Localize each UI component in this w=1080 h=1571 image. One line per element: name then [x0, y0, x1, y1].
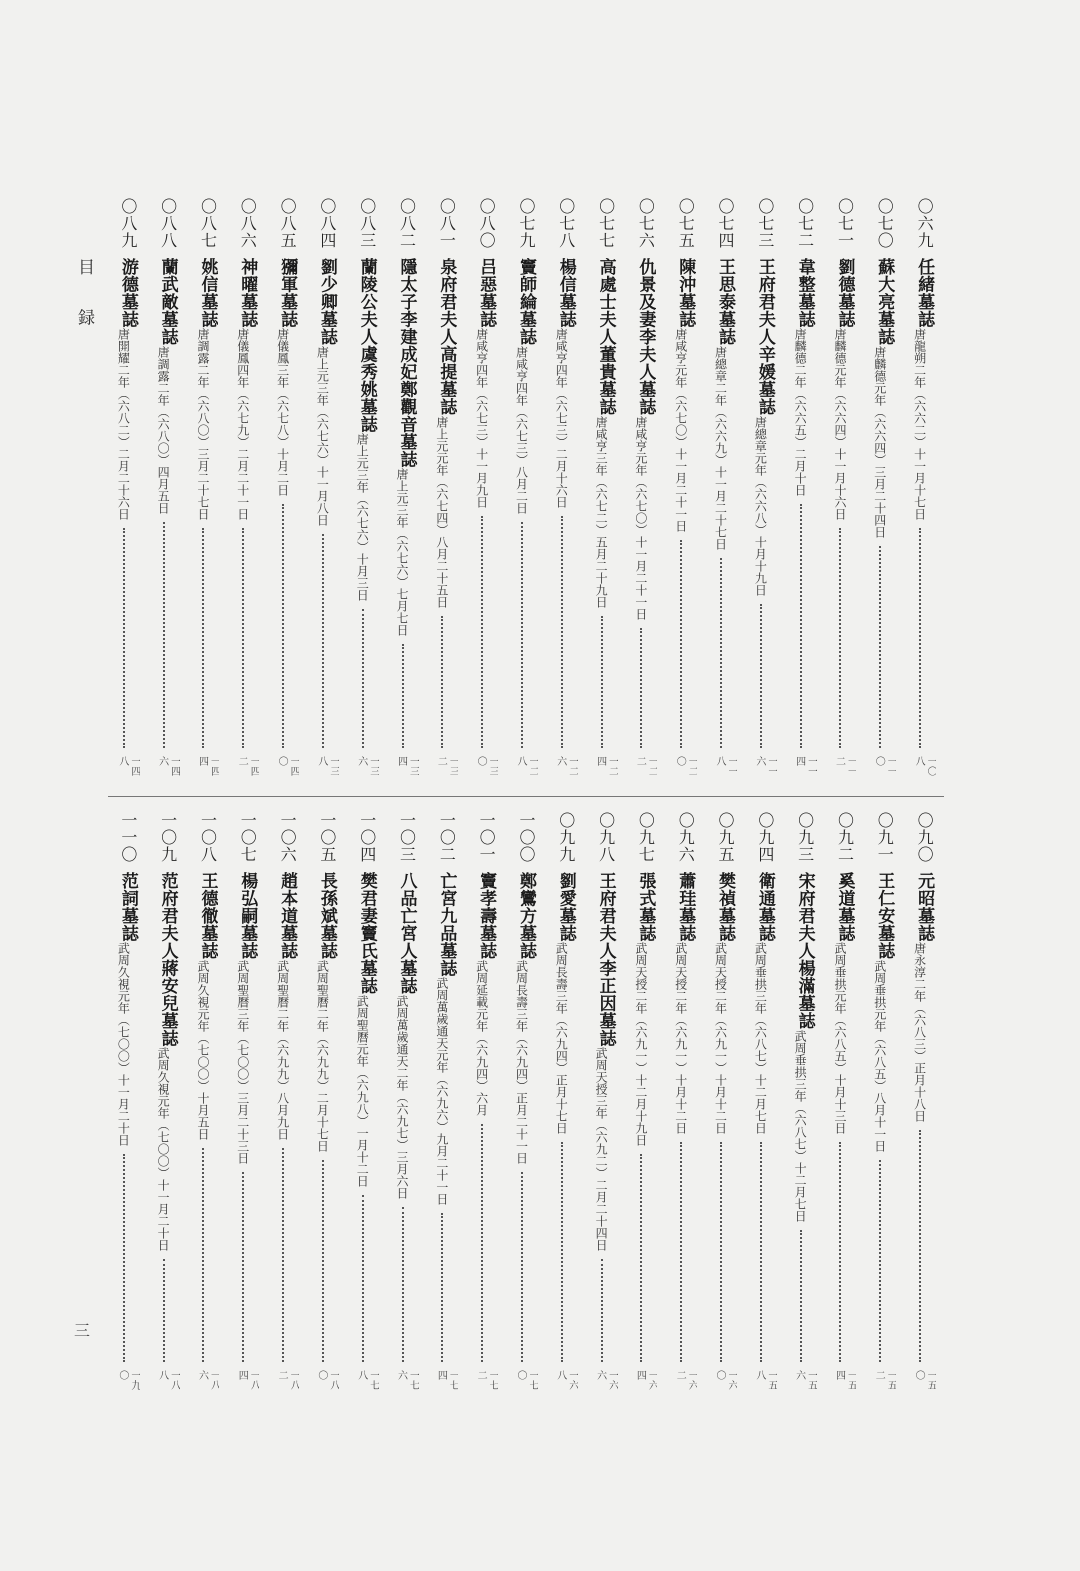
entry-title: 竇孝壽墓誌: [476, 872, 497, 960]
entry-line: [555, 258, 577, 756]
toc-entry[interactable]: [506, 812, 546, 1392]
leader-dots: [601, 616, 611, 749]
entry-line: [595, 872, 617, 1370]
leader-dots: [282, 1148, 292, 1363]
entry-line: [157, 258, 179, 756]
leader-dots: [561, 1142, 571, 1362]
entry-page-number: 一一八: [714, 756, 738, 776]
entry-page-number: 一一六: [753, 756, 777, 776]
entry-date: 唐永淳二年（六八三）正月十八日: [913, 942, 927, 1122]
entry-title: 蘭陵公夫人虞秀姚墓誌: [356, 258, 377, 433]
entry-date: 唐總章二年（六六九）十一月二十七日: [714, 345, 728, 550]
entry-title: 仇景及妻李夫人墓誌: [635, 258, 656, 416]
entry-page-number: 一四四: [196, 756, 220, 776]
entry-title: 楊信墓誌: [555, 258, 576, 328]
entry-line: [873, 258, 895, 756]
entry-number: 〇七六: [636, 198, 656, 249]
entry-line: [833, 258, 855, 756]
toc-entry[interactable]: [626, 812, 666, 1392]
entry-title: 陳沖墓誌: [675, 258, 696, 328]
leader-dots: [521, 1172, 531, 1363]
entry-number: 〇七二: [795, 198, 815, 249]
entry-date: 武周萬歲通天二年（六九七）三月六日: [395, 994, 410, 1199]
leader-dots: [800, 504, 810, 748]
entry-number: 〇八六: [238, 198, 258, 249]
entry-line: [316, 872, 338, 1370]
entry-number: 〇九一: [875, 812, 895, 863]
entry-number: 〇七八: [556, 198, 576, 249]
leader-dots: [601, 1259, 611, 1362]
entry-title: 任緒墓誌: [914, 258, 935, 328]
entry-number: 〇九二: [835, 812, 855, 863]
entry-title: 蘭武敵墓誌: [157, 258, 178, 346]
entry-number: 一〇三: [397, 812, 417, 863]
entry-page-number: 一四〇: [276, 756, 300, 776]
entry-page-number: 一七〇: [514, 1370, 538, 1390]
entry-line: [117, 872, 139, 1370]
leader-dots: [441, 616, 451, 749]
leader-dots: [879, 546, 889, 749]
entry-date: 武周天授二年（六九一）十月十二日: [674, 942, 688, 1134]
entry-line: [316, 258, 338, 756]
entry-number: 〇九四: [755, 812, 775, 863]
toc-entry[interactable]: [387, 198, 427, 778]
entry-page-number: 一五六: [793, 1370, 817, 1390]
toc-entry[interactable]: [665, 812, 705, 1392]
toc-entry[interactable]: [904, 198, 944, 778]
entry-page-number: 一三六: [355, 756, 379, 776]
entry-line: [276, 872, 298, 1370]
entry-line: [873, 872, 895, 1370]
entry-date: 武周天授三年（六九二）二月二十四日: [594, 1047, 609, 1251]
entry-number: 〇七三: [755, 198, 775, 249]
entry-title: 長孫斌墓誌: [316, 872, 337, 960]
entry-title: 蘇大亮墓誌: [874, 258, 895, 346]
entry-date: 武周萬歲通天元年（六九六）九月二十一日: [435, 977, 449, 1205]
entry-line: [515, 258, 537, 756]
entry-number: 〇九三: [795, 812, 815, 863]
entry-number: 一〇五: [317, 812, 337, 863]
entry-line: [276, 258, 298, 756]
toc-entry[interactable]: [825, 198, 865, 778]
entry-page-number: 一六四: [634, 1370, 658, 1390]
entry-line: [754, 872, 776, 1370]
entry-title: 劉德墓誌: [834, 258, 855, 328]
entry-line: [833, 872, 855, 1370]
entry-number: 一一〇: [118, 812, 138, 863]
entry-line: [794, 258, 816, 756]
toc-entry[interactable]: [745, 198, 785, 778]
entry-number: 一〇四: [357, 812, 377, 863]
entry-page-number: 一六二: [674, 1370, 698, 1390]
entry-date: 唐儀鳳三年（六七八）十月二日: [276, 328, 290, 496]
entry-title: 王思泰墓誌: [715, 258, 736, 346]
toc-entry[interactable]: [665, 198, 705, 778]
leader-dots: [680, 540, 690, 748]
entry-number: 〇七五: [676, 198, 696, 249]
toc-entry[interactable]: [466, 812, 506, 1392]
entry-line: [236, 872, 258, 1370]
entry-date: 唐上元三年（六七六）十月三日: [355, 433, 370, 601]
leader-dots: [521, 522, 531, 749]
toc-bottom-block: [108, 812, 944, 1392]
entry-title: 王德徹墓誌: [197, 872, 218, 960]
entry-page-number: 一七二: [475, 1370, 499, 1390]
entry-line: [236, 258, 258, 756]
leader-dots: [202, 528, 212, 748]
entry-number: 一〇二: [437, 812, 457, 863]
toc-entry[interactable]: [825, 812, 865, 1392]
leader-dots: [362, 609, 372, 748]
entry-title: 高處士夫人董貴墓誌: [595, 258, 616, 416]
entry-page-number: 一六八: [554, 1370, 578, 1390]
entry-number: 〇七七: [596, 198, 616, 249]
entry-page-number: 一七八: [355, 1370, 379, 1390]
entry-number: 〇九七: [636, 812, 656, 863]
leader-dots: [123, 1154, 133, 1362]
entry-number: 〇九〇: [915, 812, 935, 863]
leader-dots: [839, 1142, 849, 1362]
entry-line: [714, 872, 736, 1370]
toc-entry[interactable]: [586, 198, 626, 778]
entry-number: 一〇〇: [516, 812, 536, 863]
entry-line: [515, 872, 537, 1370]
entry-date: 武周聖曆二年（六九九）八月九日: [276, 959, 290, 1140]
entry-page-number: 一三二: [435, 756, 459, 776]
entry-number: 〇八四: [317, 198, 337, 249]
entry-title: 王府君夫人李正因墓誌: [595, 872, 616, 1047]
entry-page-number: 一〇八: [913, 756, 937, 776]
entry-date: 唐上元元年（六七四）八月二十五日: [435, 415, 449, 608]
entry-number: 〇八二: [397, 198, 417, 249]
entry-line: [674, 872, 696, 1370]
toc-entry[interactable]: [426, 198, 466, 778]
leader-dots: [402, 644, 412, 748]
entry-number: 〇六九: [915, 198, 935, 249]
entry-title: 姚信墓誌: [197, 258, 218, 328]
leader-dots: [800, 1230, 810, 1363]
leader-dots: [402, 1207, 412, 1363]
entry-line: [634, 258, 656, 756]
entry-date: 唐麟德元年（六六四）三月二十四日: [873, 345, 887, 538]
entry-title: 亡宮九品墓誌: [436, 872, 457, 977]
entry-page-number: 一九〇: [116, 1370, 140, 1390]
entry-title: 趙本道墓誌: [277, 872, 298, 960]
entry-line: [475, 258, 497, 756]
entry-number: 〇八三: [357, 198, 377, 249]
entry-line: [555, 872, 577, 1370]
entry-line: [714, 258, 736, 756]
entry-page-number: 一六〇: [714, 1370, 738, 1390]
entry-line: [157, 872, 179, 1370]
entry-title: 泉府君夫人高提墓誌: [436, 258, 457, 416]
entry-date: 唐上元三年（六七六）七月七日: [395, 468, 410, 636]
toc-entry[interactable]: [188, 198, 228, 778]
entry-title: 蕭珪墓誌: [675, 872, 696, 942]
toc-entry[interactable]: [466, 198, 506, 778]
leader-dots: [441, 1213, 451, 1362]
entry-line: [595, 258, 617, 756]
toc-entry[interactable]: [148, 812, 188, 1392]
toc-entry[interactable]: [347, 812, 387, 1392]
entry-page-number: 一二二: [634, 756, 658, 776]
entry-page-number: 一五四: [833, 1370, 857, 1390]
entry-number: 〇八七: [198, 198, 218, 249]
toc-entry[interactable]: [307, 198, 347, 778]
entry-line: [634, 872, 656, 1370]
entry-page-number: 一一四: [793, 756, 817, 776]
entry-date: 武周聖曆三年（七〇〇）三月二十三日: [236, 959, 250, 1164]
leader-dots: [362, 1195, 372, 1363]
entry-date: 武周久視元年（七〇〇）十一月二十日: [116, 942, 131, 1146]
entry-line: [356, 872, 378, 1370]
page-number: 三: [74, 1321, 91, 1340]
entry-title: 劉愛墓誌: [555, 872, 576, 942]
leader-dots: [720, 558, 730, 749]
entry-date: 唐總章元年（六六八）十月十九日: [753, 415, 768, 596]
entry-number: 〇七〇: [875, 198, 895, 249]
entry-title: 竇師綸墓誌: [515, 258, 536, 346]
entry-date: 唐上元三年（六七六）十一月八日: [315, 345, 330, 526]
entry-page-number: 一四二: [236, 756, 260, 776]
toc-entry[interactable]: [546, 198, 586, 778]
entry-page-number: 一三〇: [475, 756, 499, 776]
entry-date: 武周久視元年（七〇〇）十一月二十日: [156, 1047, 171, 1251]
entry-date: 武周垂拱三年（六八七）十二月七日: [793, 1029, 808, 1222]
entry-line: [396, 872, 418, 1370]
entry-page-number: 一六六: [594, 1370, 618, 1390]
entry-line: [435, 872, 457, 1370]
entry-page-number: 一四六: [156, 756, 180, 776]
entry-page-number: 一一二: [833, 756, 857, 776]
toc-entry[interactable]: [546, 812, 586, 1392]
entry-page-number: 一四八: [116, 756, 140, 776]
toc-entry[interactable]: [586, 812, 626, 1392]
entry-number: 一〇八: [198, 812, 218, 863]
leader-dots: [760, 604, 770, 749]
leader-dots: [839, 528, 849, 748]
entry-line: [475, 872, 497, 1370]
entry-number: 〇八八: [158, 198, 178, 249]
entry-page-number: 一五八: [753, 1370, 777, 1390]
leader-dots: [481, 516, 491, 748]
entry-number: 一〇一: [477, 812, 497, 863]
toc-entry[interactable]: [426, 812, 466, 1392]
entry-number: 一〇六: [278, 812, 298, 863]
entry-date: 武周長壽三年（六九四）正月十七日: [554, 942, 569, 1134]
entry-number: 〇九五: [716, 812, 736, 863]
leader-dots: [202, 1148, 212, 1363]
entry-date: 武周久視元年（七〇〇）十月五日: [196, 959, 210, 1140]
entry-line: [435, 258, 457, 756]
entry-number: 一〇七: [238, 812, 258, 863]
entry-date: 唐麟德元年（六六四）十一月十六日: [833, 328, 847, 520]
entry-line: [117, 258, 139, 756]
toc-entry[interactable]: [267, 812, 307, 1392]
leader-dots: [282, 504, 292, 748]
entry-page-number: 一二〇: [674, 756, 698, 776]
entry-number: 〇八〇: [477, 198, 497, 249]
entry-page-number: 一三八: [315, 756, 339, 776]
entry-date: 唐咸亨四年（六七三）十一月九日: [475, 328, 489, 508]
toc-entry[interactable]: [267, 198, 307, 778]
toc-entry[interactable]: [108, 198, 148, 778]
entry-line: [913, 872, 935, 1370]
entry-title: 劉少卿墓誌: [316, 258, 337, 346]
entry-date: 武周延載元年（六九四）六月: [475, 959, 489, 1116]
toc-entry[interactable]: [307, 812, 347, 1392]
entry-date: 武周天授二年（六九一）十二月十九日: [634, 942, 648, 1146]
entry-number: 〇八九: [118, 198, 138, 249]
entry-title: 八品亡宮人墓誌: [396, 872, 417, 995]
entry-number: 〇九六: [676, 812, 696, 863]
entry-date: 武周垂拱三年（六八七）十二月七日: [753, 942, 768, 1134]
entry-title: 獼軍墓誌: [277, 258, 298, 328]
entry-title: 王仁安墓誌: [874, 872, 895, 960]
entry-title: 游德墓誌: [117, 258, 138, 328]
entry-page-number: 一二四: [594, 756, 618, 776]
leader-dots: [640, 628, 650, 749]
leader-dots: [680, 1142, 690, 1362]
leader-dots: [640, 1154, 650, 1362]
toc-entry[interactable]: [227, 812, 267, 1392]
toc-entry[interactable]: [904, 812, 944, 1392]
entry-title: 范府君夫人蔣安兒墓誌: [157, 872, 178, 1047]
entry-line: [196, 872, 218, 1370]
entry-title: 吕惡墓誌: [476, 258, 497, 328]
entry-date: 唐咸亨四年（六七三）八月二日: [514, 345, 529, 514]
entry-page-number: 一五〇: [913, 1370, 937, 1390]
entry-line: [913, 258, 935, 756]
entry-number: 〇九九: [556, 812, 576, 863]
entry-page-number: 一八二: [276, 1370, 300, 1390]
toc-entry[interactable]: [506, 198, 546, 778]
toc-entry[interactable]: [387, 812, 427, 1392]
entry-page-number: 一一〇: [873, 756, 897, 776]
entry-date: 武周長壽三年（六九四）正月二十一日: [514, 959, 529, 1164]
entry-line: [396, 258, 418, 756]
entry-page-number: 一八〇: [315, 1370, 339, 1390]
toc-entry[interactable]: [626, 198, 666, 778]
entry-page-number: 一二八: [514, 756, 538, 776]
entry-title: 范詞墓誌: [117, 872, 138, 942]
entry-date: 唐調露二年（六八〇）三月二十七日: [196, 328, 210, 520]
entry-date: 武周天授二年（六九一）十月十二日: [714, 942, 728, 1134]
entry-page-number: 一八八: [156, 1370, 180, 1390]
leader-dots: [322, 1160, 332, 1363]
entry-title: 隱太子李建成妃鄭觀音墓誌: [396, 258, 417, 468]
entry-page-number: 一二六: [554, 756, 578, 776]
entry-line: [754, 258, 776, 756]
entry-line: [196, 258, 218, 756]
toc-entry[interactable]: [347, 198, 387, 778]
leader-dots: [919, 528, 929, 748]
toc-entry[interactable]: [148, 198, 188, 778]
toc-entry[interactable]: [705, 198, 745, 778]
entry-page-number: 一三四: [395, 756, 419, 776]
leader-dots: [879, 1160, 889, 1363]
leader-dots: [720, 1142, 730, 1362]
entry-date: 唐龍朔二年（六六二）十一月十七日: [913, 328, 927, 520]
leader-dots: [163, 1259, 173, 1362]
entry-number: 〇七四: [716, 198, 736, 249]
leader-dots: [123, 528, 133, 748]
entry-date: 唐麟德二年（六六五）二月十日: [793, 328, 808, 496]
entry-number: 〇八一: [437, 198, 457, 249]
leader-dots: [561, 516, 571, 748]
entry-page-number: 一五二: [873, 1370, 897, 1390]
leader-dots: [760, 1142, 770, 1362]
entry-line: [794, 872, 816, 1370]
toc-entry[interactable]: [785, 198, 825, 778]
entry-line: [674, 258, 696, 756]
entry-title: 張式墓誌: [635, 872, 656, 942]
toc-top-block: [108, 198, 944, 778]
toc-entry[interactable]: [864, 812, 904, 1392]
leader-dots: [322, 534, 332, 749]
entry-date: 唐調露二年（六八〇）四月五日: [156, 345, 171, 514]
entry-title: 衛通墓誌: [754, 872, 775, 942]
entry-date: 唐儀鳳四年（六七九）二月二十一日: [236, 328, 250, 520]
entry-date: 武周聖曆元年（六九八）一月十二日: [355, 994, 370, 1187]
entry-date: 唐開耀二年（六八二）二月二十六日: [116, 328, 131, 520]
entry-title: 元昭墓誌: [914, 872, 935, 942]
leader-dots: [163, 522, 173, 749]
entry-number: 一〇九: [158, 812, 178, 863]
toc-entry[interactable]: [188, 812, 228, 1392]
toc-entry[interactable]: [745, 812, 785, 1392]
leader-dots: [481, 1124, 491, 1363]
entry-line: [356, 258, 378, 756]
entry-date: 唐咸亨四年（六七三）二月十六日: [554, 328, 569, 508]
entry-date: 唐咸亨三年（六七二）五月二十九日: [594, 415, 609, 608]
entry-date: 武周聖曆二年（六九九）二月十七日: [315, 959, 330, 1152]
entry-page-number: 一八六: [196, 1370, 220, 1390]
leader-dots: [242, 1172, 252, 1363]
entry-date: 唐咸亨元年（六七〇）十一月二十一日: [634, 415, 648, 620]
entry-title: 韋整墓誌: [794, 258, 815, 328]
block-divider: [108, 796, 944, 797]
toc-entry[interactable]: [108, 812, 148, 1392]
toc-entry[interactable]: [227, 198, 267, 778]
entry-title: 奚道墓誌: [834, 872, 855, 942]
entry-title: 鄭鸞方墓誌: [515, 872, 536, 960]
toc-entry[interactable]: [705, 812, 745, 1392]
entry-title: 楊弘嗣墓誌: [237, 872, 258, 960]
toc-entry[interactable]: [864, 198, 904, 778]
entry-date: 武周垂拱元年（六八五）十月十三日: [833, 942, 847, 1134]
toc-entry[interactable]: [785, 812, 825, 1392]
entry-title: 樊禎墓誌: [715, 872, 736, 942]
leader-dots: [919, 1130, 929, 1362]
header-label: 目 録: [74, 258, 94, 340]
entry-number: 〇九八: [596, 812, 616, 863]
entry-title: 宋府君夫人楊滿墓誌: [794, 872, 815, 1030]
entry-title: 樊君妻竇氏墓誌: [356, 872, 377, 995]
entry-number: 〇七一: [835, 198, 855, 249]
entry-number: 〇七九: [516, 198, 536, 249]
entry-page-number: 一七六: [395, 1370, 419, 1390]
entry-date: 武周垂拱元年（六八五）八月十一日: [873, 959, 887, 1152]
leader-dots: [242, 528, 252, 748]
entry-title: 神曜墓誌: [237, 258, 258, 328]
entry-date: 唐咸亨元年（六七〇）十一月二十一日: [674, 328, 688, 532]
entry-number: 〇八五: [278, 198, 298, 249]
entry-page-number: 一八四: [236, 1370, 260, 1390]
entry-page-number: 一七四: [435, 1370, 459, 1390]
entry-title: 王府君夫人辛媛墓誌: [754, 258, 775, 416]
